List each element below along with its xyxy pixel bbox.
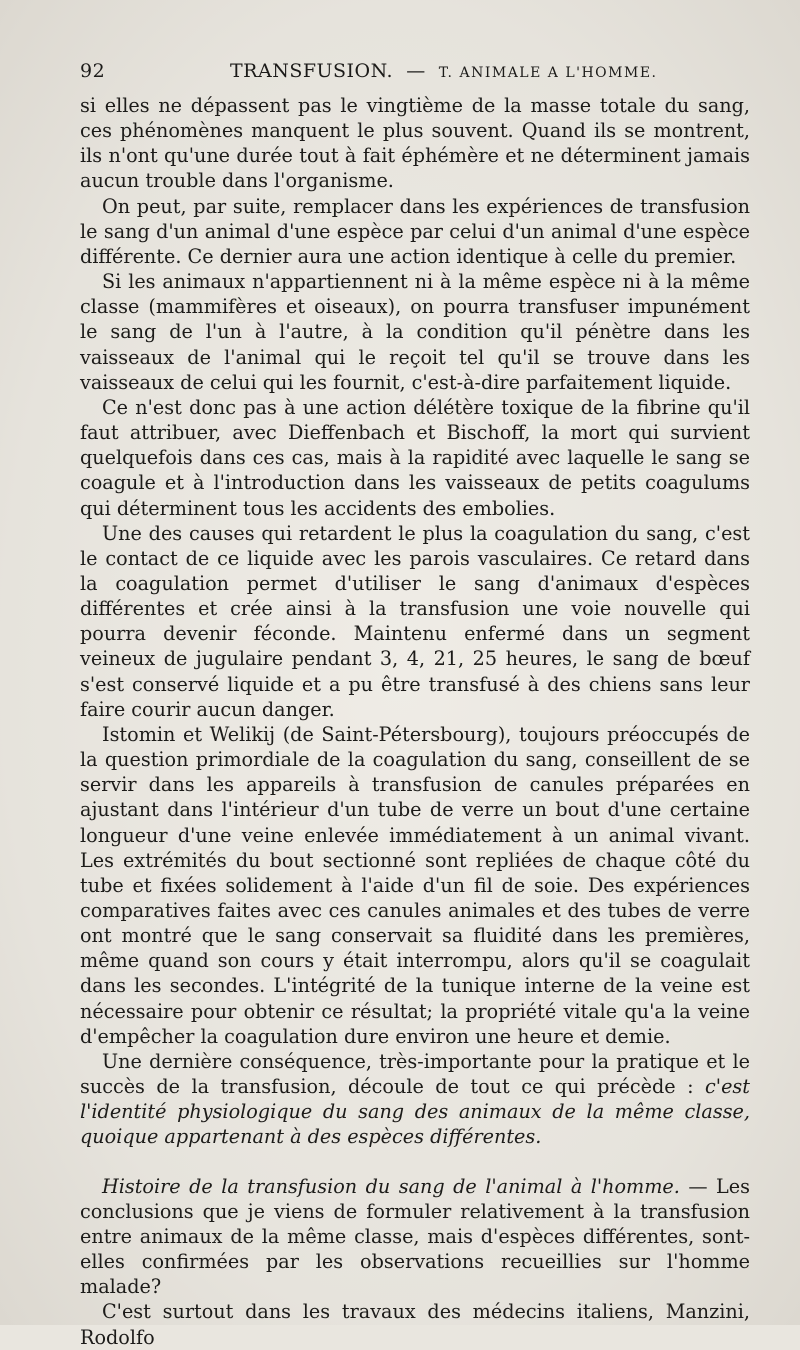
- conclusion-lead: Une dernière conséquence, très-importante pour la pratique et le succès de la transfusion, découle de tout ce qui précède :: [80, 1049, 750, 1099]
- conclusion-paragraph: [80, 1049, 750, 1150]
- running-title: [230, 58, 658, 86]
- running-title-sub: T. ANIMALE A L'HOMME.: [438, 65, 658, 81]
- paragraph: Istomin et Welikij (de Saint-Pétersbourg), toujours préoccupés de la question primordiale de la coagulation du sang, conseillent de se servir dans les appareils à transfusion de canules préparées en ajustant dans l'intérieur d'un tube de verre un bout d'une certaine longueur d'une veine enlevée immédiatement à un animal vivant. Les extrémités du bout sectionné sont repliées de chaque côté du tube et fixées solidement à l'aide d'un fil de soie. Des expériences comparatives faites avec ces canules animales et des tubes de verre ont montré que le sang conservait sa fluidité dans les premières, même quand son cours y était interrompu, alors qu'il se coagulait dans les secondes. L'intégrité de la tunique interne de la veine est nécessaire pour obtenir ce résultat; la propriété vitale qu'a la veine d'empêcher la coagulation dure environ une heure et demie.: [80, 722, 750, 1048]
- paragraph: C'est surtout dans les travaux des médecins italiens, Manzini, Rodolfo: [80, 1300, 750, 1349]
- paragraph: Si les animaux n'appartiennent ni à la même espèce ni à la même classe (mammifères et oiseaux), on pourra transfuser impunément le sang de l'un à l'autre, à la condition qu'il pénètre dans les vaisseaux de l'animal qui le reçoit tel qu'il se trouve dans les vaisseaux de celui qui les fournit, c'est-à-dire parfaitement liquide.: [80, 270, 750, 394]
- page-header: [80, 58, 750, 84]
- section-dash: —: [688, 1174, 708, 1198]
- paragraph: si elles ne dépassent pas le vingtième de la masse totale du sang, ces phénomènes manquent le plus souvent. Quand ils se montrent, ils n'ont qu'une durée tout à fait éphémère et ne déterminent jamais aucun trouble dans l'organisme.: [80, 94, 750, 193]
- section-heading: Histoire de la transfusion du sang de l'animal à l'homme.: [102, 1174, 680, 1198]
- paragraph: Ce n'est donc pas à une action délétère toxique de la fibrine qu'il faut attribuer, avec Dieffenbach et Bischoff, la mort qui survient quelquefois dans ces cas, mais à la rapidité avec laquelle le sang se coagule et à l'introduction dans les vaisseaux de petits coagulums qui déterminent tous les accidents des embolies.: [80, 395, 750, 520]
- paragraph: On peut, par suite, remplacer dans les expériences de transfusion le sang d'un animal d'une espèce par celui d'un animal d'une espèce différente. Ce dernier aura une action identique à celle du premier.: [80, 194, 750, 268]
- page-number: 92: [80, 60, 106, 82]
- body-text: [80, 93, 750, 1350]
- running-title-main: TRANSFUSION.: [230, 60, 394, 82]
- running-title-dash: —: [406, 60, 426, 82]
- paragraph: Une des causes qui retardent le plus la coagulation du sang, c'est le contact de ce liquide avec les parois vasculaires. Ce retard dans la coagulation permet d'utiliser le sang d'animaux d'espèces différentes et crée ainsi à la transfusion une voie nouvelle qui pourra devenir féconde. Maintenu enfermé dans un segment veineux de jugulaire pendant 3, 4, 21, 25 heures, le sang de bœuf s'est conservé liquide et a pu être transfusé à des chiens sans leur faire courir aucun danger.: [80, 521, 750, 721]
- conclusion-emphasis: c'est l'identité physiologique du sang des animaux de la même classe, quoique appartenant à des espèces différentes.: [80, 1075, 750, 1149]
- section-paragraph: [80, 1174, 750, 1300]
- section-text: Les conclusions que je viens de formuler relativement à la transfusion entre animaux de la même classe, mais d'espèces différentes, sont-elles confirmées par les observations recueillies sur l'homme malade?: [80, 1174, 750, 1299]
